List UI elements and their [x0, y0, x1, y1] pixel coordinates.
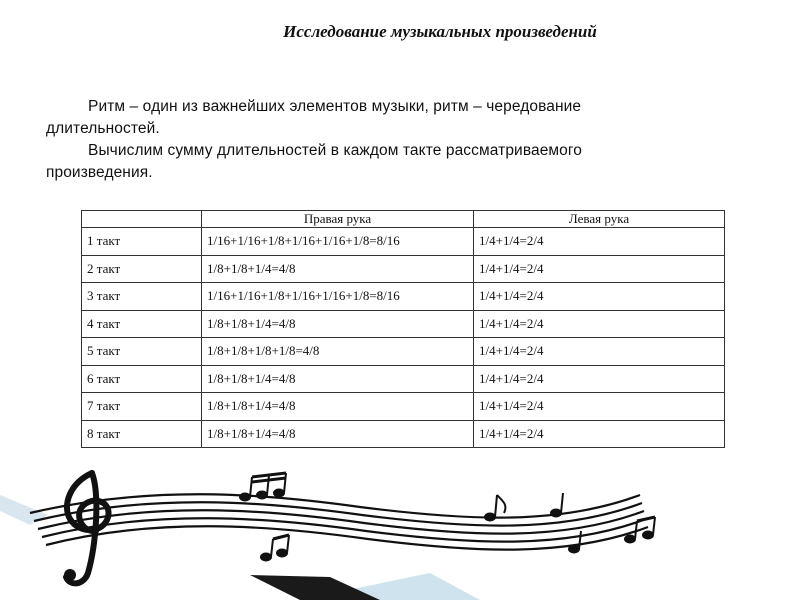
music-staff-decoration	[0, 455, 800, 600]
measure-cell: 4 такт	[82, 310, 202, 338]
right-hand-cell: 1/8+1/8+1/4=4/8	[202, 310, 474, 338]
left-hand-cell: 1/4+1/4=2/4	[474, 365, 725, 393]
left-hand-cell: 1/4+1/4=2/4	[474, 310, 725, 338]
table-row	[82, 420, 725, 448]
right-hand-cell: 1/16+1/16+1/8+1/16+1/16+1/8=8/16	[202, 283, 474, 311]
right-hand-cell: 1/16+1/16+1/8+1/16+1/16+1/8=8/16	[202, 228, 474, 256]
table-row	[82, 283, 725, 311]
measure-cell: 3 такт	[82, 283, 202, 311]
measure-cell: 6 такт	[82, 365, 202, 393]
table-row	[82, 338, 725, 366]
paragraph-rhythm	[46, 96, 686, 140]
table-header-row	[82, 211, 725, 228]
duration-table	[81, 210, 725, 448]
measure-cell: 2 такт	[82, 255, 202, 283]
table-header-left-hand: Левая рука	[474, 211, 725, 228]
paragraph-rhythm-line2: длительностей.	[46, 120, 160, 137]
table-row	[82, 228, 725, 256]
measure-cell: 7 такт	[82, 393, 202, 421]
measure-cell: 5 такт	[82, 338, 202, 366]
right-hand-cell: 1/8+1/8+1/4=4/8	[202, 255, 474, 283]
paragraph-calculate-line1: Вычислим сумму длительностей в каждом такте рассматриваемого	[88, 142, 583, 159]
left-hand-cell: 1/4+1/4=2/4	[474, 420, 725, 448]
table-header-cell	[82, 211, 202, 228]
table-row	[82, 393, 725, 421]
paragraph-calculate	[46, 140, 686, 184]
treble-clef-icon	[64, 473, 109, 583]
page-title: Исследование музыкальных произведений	[283, 22, 597, 41]
table-row	[82, 310, 725, 338]
right-hand-cell: 1/8+1/8+1/4=4/8	[202, 365, 474, 393]
measure-cell: 1 такт	[82, 228, 202, 256]
right-hand-cell: 1/8+1/8+1/8+1/8=4/8	[202, 338, 474, 366]
paragraph-calculate-line2: произведения.	[46, 164, 153, 181]
left-hand-cell: 1/4+1/4=2/4	[474, 393, 725, 421]
measure-cell: 8 такт	[82, 420, 202, 448]
right-hand-cell: 1/8+1/8+1/4=4/8	[202, 420, 474, 448]
left-hand-cell: 1/4+1/4=2/4	[474, 338, 725, 366]
table-row	[82, 365, 725, 393]
table-row	[82, 255, 725, 283]
left-hand-cell: 1/4+1/4=2/4	[474, 283, 725, 311]
left-hand-cell: 1/4+1/4=2/4	[474, 228, 725, 256]
left-hand-cell: 1/4+1/4=2/4	[474, 255, 725, 283]
paragraph-rhythm-line1: Ритм – один из важнейших элементов музыки, ритм – чередование	[88, 98, 582, 115]
table-header-right-hand: Правая рука	[202, 211, 474, 228]
staff-lines	[30, 494, 648, 549]
right-hand-cell: 1/8+1/8+1/4=4/8	[202, 393, 474, 421]
